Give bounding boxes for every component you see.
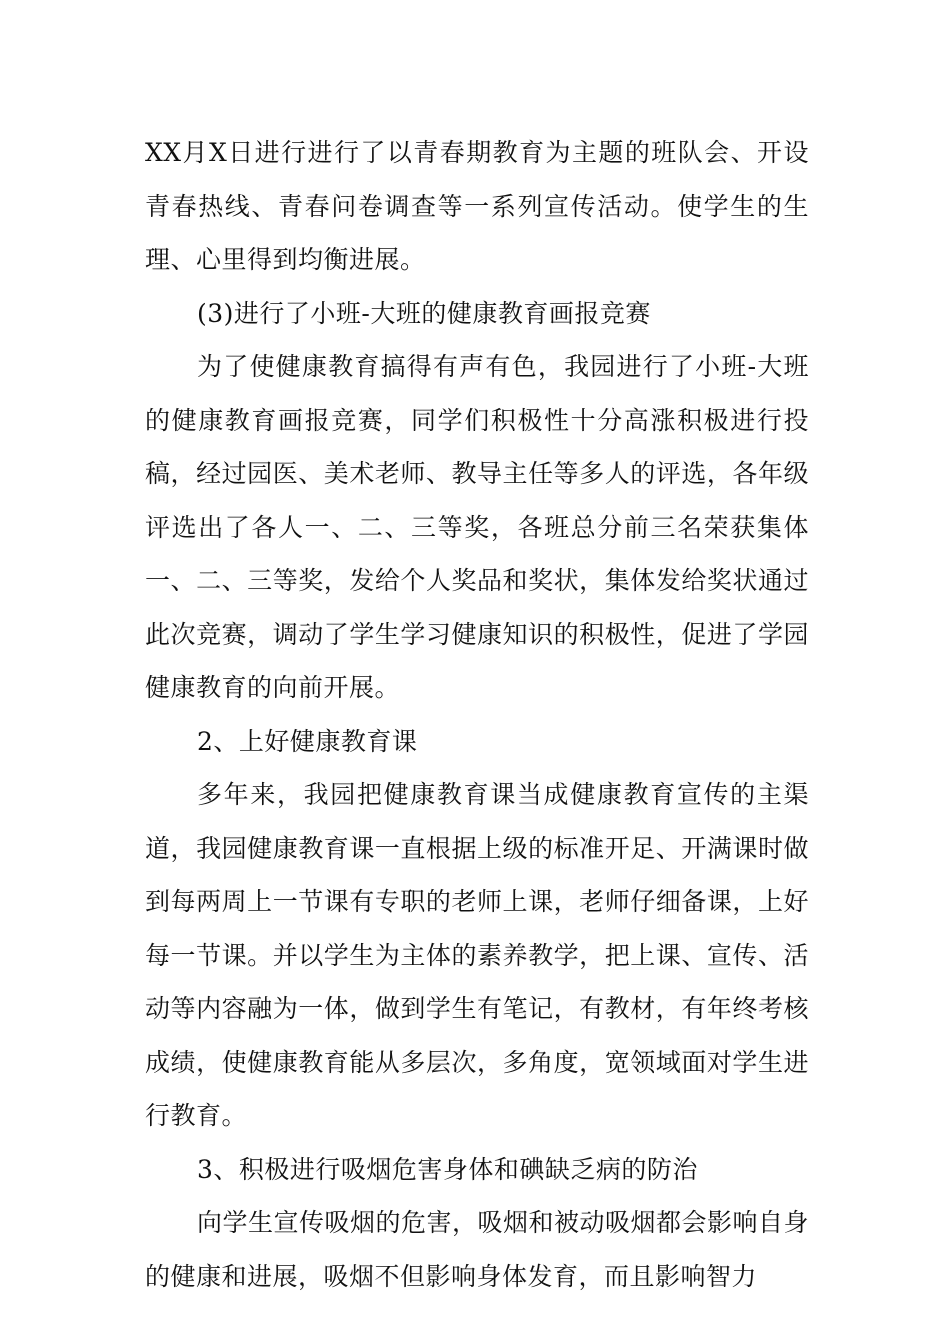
document-body — [145, 126, 809, 1303]
paragraph-smoking: 向学生宣传吸烟的危害，吸烟和被动吸烟都会影响自身的健康和进展，吸烟不但影响身体发育，而且影响智力 — [145, 1208, 810, 1291]
heading-poster-contest: (3)进行了小班-大班的健康教育画报竞赛 — [197, 298, 651, 328]
paragraph-health-class: 多年来，我园把健康教育课当成健康教育宣传的主渠道，我园健康教育课一直根据上级的标准开足、开满课时做到每两周上一节课有专职的老师上课，老师仔细备课，上好每一节课。并以学生为主体的素养教学，把上课、宣传、活动等内容融为一体，做到学生有笔记，有教材，有年终考核成绩，使健康教育能从多层次，多角度，宽领域面对学生进行教育。 — [145, 780, 809, 1130]
heading-smoking-iodine: 3、积极进行吸烟危害身体和碘缺乏病的防治 — [197, 1154, 698, 1184]
heading-health-class: 2、上好健康教育课 — [197, 726, 418, 756]
paragraph-activities: XX月X日进行进行了以青春期教育为主题的班队会、开设青春热线、青春问卷调查等一系列宣传活动。使学生的生理、心里得到均衡进展。 — [145, 138, 809, 274]
paragraph-poster-contest: 为了使健康教育搞得有声有色，我园进行了小班-大班的健康教育画报竞赛，同学们积极性十分高涨积极进行投稿，经过园医、美术老师、教导主任等多人的评选，各年级评选出了各人一、二、三等奖，各班总分前三名荣获集体一、二、三等奖，发给个人奖品和奖状，集体发给奖状通过此次竞赛，调动了学生学习健康知识的积极性，促进了学园健康教育的向前开展。 — [145, 352, 809, 702]
